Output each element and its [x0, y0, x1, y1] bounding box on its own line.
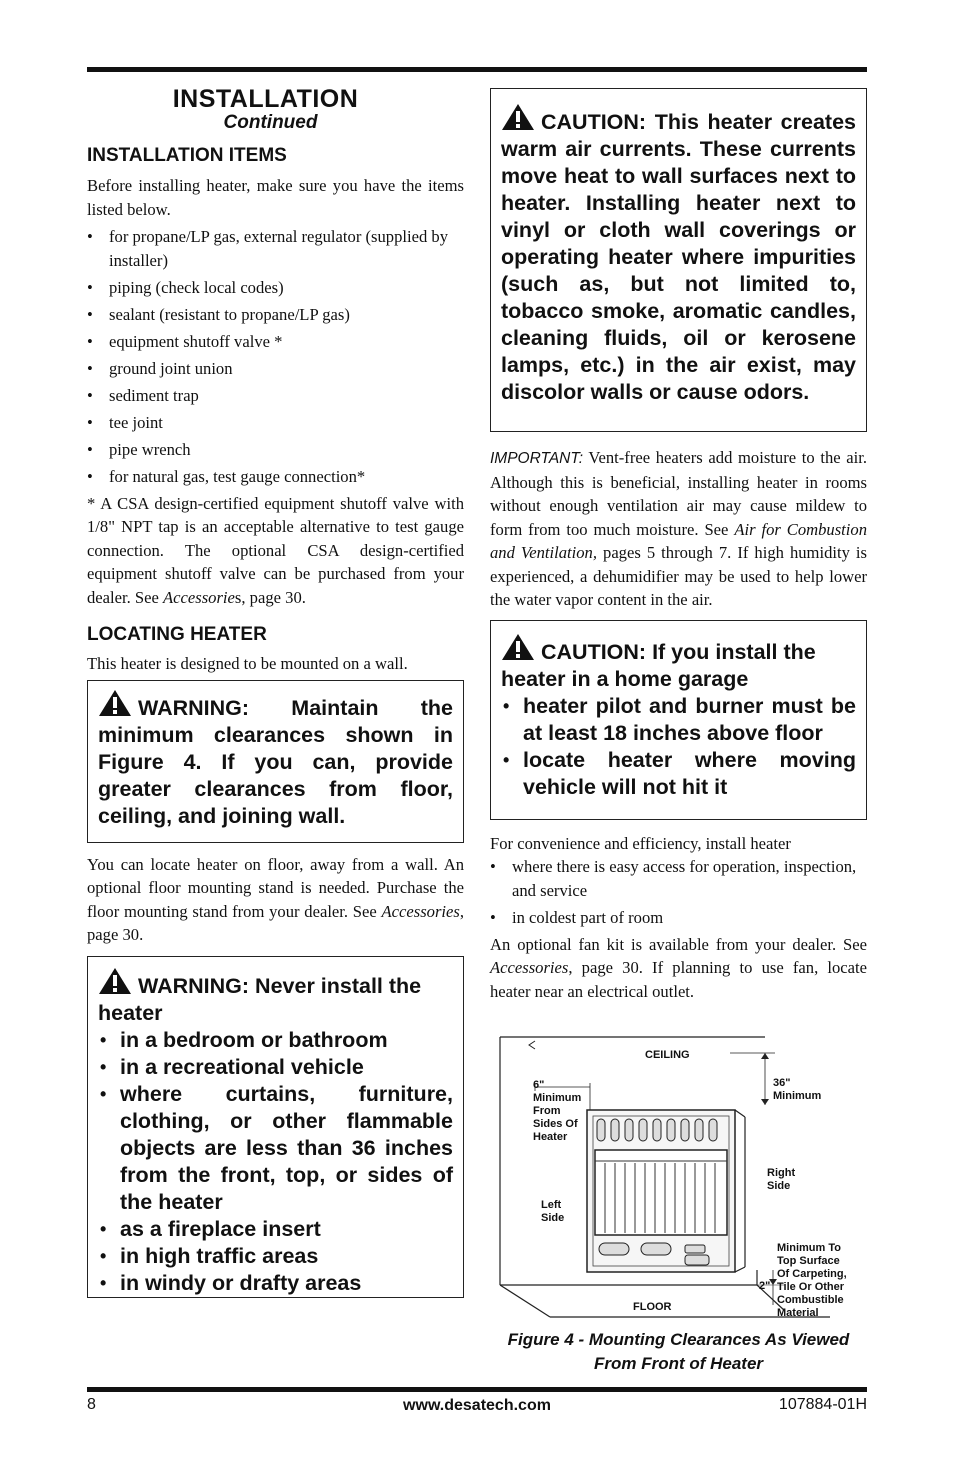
convenience-intro: For convenience and efficiency, install heater — [490, 833, 791, 853]
list-item: • sealant (resistant to propane/LP gas) — [87, 303, 464, 327]
bottom-rule — [87, 1387, 867, 1392]
important-note: IMPORTANT: Vent-free heaters add moisture to the air. Although this is beneficial, installing heater in rooms without enough ventilation air may cause mildew to form from too much moisture. See Air for Combustion and Ventilation, pages 5 through 7. If high humidity is experienced, a dehumidifier may be used to help lower the water vapor content in the air. — [490, 448, 867, 609]
warning-triangle-icon — [98, 967, 132, 995]
section-title: INSTALLATION — [172, 85, 359, 113]
carpet-clearance-label: Minimum To Top Surface Of Carpeting, Tile Or Other Combustible Material — [777, 1242, 847, 1319]
list-item: • piping (check local codes) — [87, 276, 464, 300]
list-item: • heater pilot and burner must be at least 18 inches above floor — [501, 693, 856, 747]
left-side-label: Left Side — [541, 1199, 565, 1224]
list-item: • for propane/LP gas, external regulator (supplied by installer) — [87, 225, 464, 272]
document-code: 107884-01H — [778, 1396, 867, 1413]
fan-kit-text: An optional fan kit is available from your dealer. See Accessories, page 30. If planning to use fan, locate heater near an electrical outlet. — [490, 934, 867, 1001]
section-subtitle: Continued — [223, 112, 318, 133]
list-item: • in coldest part of room — [490, 906, 867, 930]
caution-air-currents-box — [490, 88, 867, 432]
list-item: • where curtains, furniture, clothing, or other flammable objects are less than 36 inches from the front, top, or sides of the heater — [98, 1081, 453, 1216]
warning-triangle-icon — [501, 633, 535, 661]
floor-label: FLOOR — [633, 1301, 672, 1313]
list-item: • locate heater where moving vehicle will not hit it — [501, 747, 856, 801]
list-item: • equipment shutoff valve * — [87, 330, 464, 354]
warning-never-install-head: WARNING: Never install the heater — [98, 967, 453, 1027]
garage-list — [501, 693, 856, 801]
figure-caption: Figure 4 - Mounting Clearances As Viewed From Front of Heater — [507, 1330, 850, 1373]
list-item: • pipe wrench — [87, 438, 464, 462]
installation-items-heading: INSTALLATION ITEMS — [87, 145, 287, 166]
two-inch-label: 2" — [759, 1280, 771, 1292]
website-link[interactable]: www.desatech.com — [403, 1397, 551, 1414]
list-item: • in a recreational vehicle — [98, 1054, 453, 1081]
list-item: • in a bedroom or bathroom — [98, 1027, 453, 1054]
locating-heater-heading: LOCATING HEATER — [87, 624, 267, 645]
list-item: • as a fireplace insert — [98, 1216, 453, 1243]
list-item: • tee joint — [87, 411, 464, 435]
locating-heater-intro: This heater is designed to be mounted on a wall. — [87, 654, 408, 673]
list-item: • ground joint union — [87, 357, 464, 381]
list-item: • sediment trap — [87, 384, 464, 408]
warning-never-install-box — [87, 956, 464, 1298]
installation-items-intro: Before installing heater, make sure you have the items listed below. — [87, 176, 464, 219]
caution-garage-box — [490, 620, 867, 820]
caution-garage-head: CAUTION: If you install the heater in a home garage — [501, 633, 856, 693]
convenience-list — [490, 855, 867, 929]
floor-location-text: You can locate heater on floor, away from a wall. An optional floor mounting stand is needed. Purchase the floor mounting stand from your dealer. See Accessories, page 30. — [87, 854, 464, 944]
warning-clearances-text: WARNING: Maintain the minimum clearances shown in Figure 4. If you can, provide greater clearances from floor, ceiling, and joining wall. — [98, 689, 453, 830]
ceiling-label: CEILING — [645, 1049, 690, 1061]
top-rule — [87, 67, 867, 72]
warning-triangle-icon — [501, 103, 535, 131]
list-item: • where there is easy access for operation, inspection, and service — [490, 855, 867, 902]
installation-items-list — [87, 225, 464, 488]
shutoff-valve-note: * A CSA design-certified equipment shutoff valve with 1/8" NPT tap is an acceptable alternative to test gauge connection. The optional CSA design-certified equipment shutoff valve can be purchased from your dealer. See Accessories, page 30. — [87, 493, 464, 607]
warning-clearances-box — [87, 680, 464, 843]
list-item: • in windy or drafty areas — [98, 1270, 453, 1297]
left-column — [87, 84, 464, 1298]
caution-air-currents-text: CAUTION: This heater creates warm air currents. These currents move heat to wall surfaces next to heater. Installing heater next to vinyl or cloth wall coverings or operating heater where impurities (such as, but not limited to, tobacco smoke, aromatic candles, cleaning fluids, oil or kerosene lamps, etc.) in the air exist, may discolor walls or cause odors. — [501, 103, 856, 406]
right-column — [490, 88, 867, 1003]
warning-triangle-icon — [98, 689, 132, 717]
never-install-list — [98, 1027, 453, 1297]
mounting-clearances-figure — [495, 1035, 867, 1325]
list-item: • in high traffic areas — [98, 1243, 453, 1270]
list-item: • for natural gas, test gauge connection* — [87, 465, 464, 489]
six-inch-label: 6" Minimum From Sides Of Heater — [533, 1079, 582, 1143]
right-side-label: Right Side — [767, 1167, 796, 1192]
thirtysix-inch-label: 36" Minimum — [773, 1077, 822, 1102]
page-number: 8 — [87, 1396, 96, 1413]
